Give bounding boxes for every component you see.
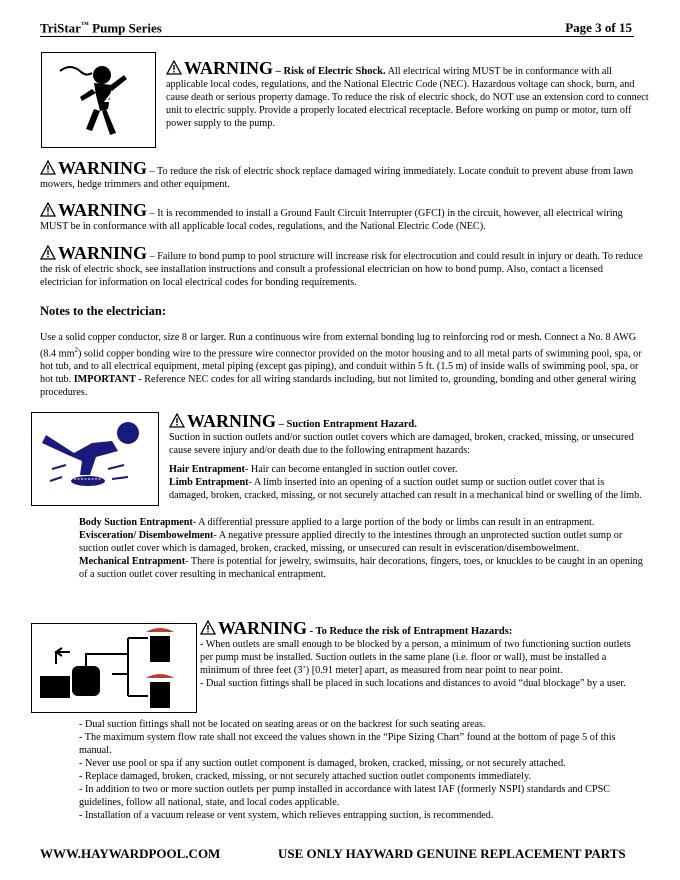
bullet-item: - Replace damaged, broken, cracked, missing, or not securely attached suction outlet components immediately. [79, 771, 531, 782]
warning-body: – Failure to bond pump to pool structure will increase risk for electrocution and could result in injury or death. To reduce the risk of electric shock, see installation instructions and consult a professional electrician on how to bond pump. Also, contact a licensed electrician for information on local electrical codes for bonding requirements. [40, 251, 643, 288]
suction-entrapment-icon [31, 412, 159, 506]
warning-triangle-icon [40, 160, 56, 175]
hazard-item: Mechanical Entrapment- There is potential for jewelry, swimsuits, hair decorations, fingers, toes, or knuckles to be caught in an opening of a suction outlet cover resulting in mechanical entrapment. [79, 556, 643, 580]
electric-shock-icon [41, 52, 156, 148]
header-title: TriStar™ Pump Series [40, 20, 162, 36]
bullet-list-continued [79, 718, 645, 822]
warning-intro: Suction in suction outlets and/or suction outlet covers which are damaged, broken, cracked, missing, or unsecured cause severe injury and/or death due to the following entrapment hazards: [169, 432, 634, 456]
hazard-list-continued [79, 516, 645, 581]
footer-url[interactable]: WWW.HAYWARDPOOL.COM [40, 846, 221, 861]
warning-damaged-wiring: WARNING – To reduce the risk of electric shock replace damaged wiring immediately. Locate conduit to prevent abuse from lawn mowers, hedge trimmers and other equipment. [40, 158, 634, 190]
warning-electric-shock: WARNING – Risk of Electric Shock. All electrical wiring MUST be in conformance with all applicable local codes, regulations, and the National Electric Code (NEC). Hazardous voltage can shock, burn, and cause death or serious property damage. To reduce the risk of electric shock, do NOT use an extension cord to connect unit to electric supply. Provide a properly located electrical receptacle. Before working on pump or motor, turn off power supply to the pump. [166, 58, 649, 129]
notes-heading: Notes to the electrician: [40, 304, 166, 318]
warning-triangle-icon [166, 60, 182, 75]
warning-subtitle: Suction Entrapment Hazard. [286, 419, 417, 430]
page-number: Page 3 of 15 [565, 20, 632, 35]
bullet-item: - The maximum system flow rate shall not exceed the values shown in the “Pipe Sizing Chart” found at the bottom of page 5 of this manual. [79, 732, 616, 756]
bullet-item: - When outlets are small enough to be blocked by a person, a minimum of two functioning suction outlets per pump must be installed. Suction outlets in the same plane (i.e. floor or wall), must be installed a minimum of three feet (3’) [0.91 meter] apart, as measured from near point to near point. [200, 639, 631, 676]
warning-reduce-entrapment: WARNING - To Reduce the risk of Entrapment Hazards: - When outlets are small enough to be blocked by a person, a minimum of two functioning suction outlets per pump must be installed. Suction outlets in the same plane (i.e. floor or wall), must be installed a minimum of three feet (3’) [0.91 meter] apart, as measured from near point to near point. - Dual suction fittings shall be placed in such locations and distances to avoid “dual blockage” by a user. [200, 620, 640, 690]
bullet-item: - In addition to two or more suction outlets per pump installed in accordance with latest IAF (formerly NSPI) standards and CPSC guidelines, follow all national, state, and local codes applicable. [79, 784, 611, 808]
bullet-item: - Installation of a vacuum release or vent system, which relieves entrapping suction, is recommended. [79, 810, 494, 821]
bullet-item: - Dual suction fittings shall be placed in such locations and distances to avoid “dual blockage” by a user. [200, 678, 626, 689]
hazard-item: Hair Entrapment- Hair can become entangled in suction outlet cover. [169, 464, 458, 475]
warning-body: – To reduce the risk of electric shock replace damaged wiring immediately. Locate conduit to prevent abuse from lawn mowers, hedge trimmers and other equipment. [40, 166, 634, 190]
bullet-item: - Dual suction fittings shall not be located on seating areas or on the backrest for such seating areas. [79, 719, 486, 730]
hazard-item: Body Suction Entrapment- A differential pressure applied to a large portion of the body or limbs can result in an entrapment. [79, 517, 595, 528]
warning-triangle-icon [40, 202, 56, 217]
warning-triangle-icon [40, 245, 56, 260]
warning-gfci: WARNING – It is recommended to install a Ground Fault Circuit Interrupter (GFCI) in the circuit, however, all electrical wiring MUST be in conformance with all applicable local codes, regulations, and the National Electric Code (NEC). [40, 200, 623, 232]
warning-triangle-icon [200, 620, 216, 635]
footer-slogan: USE ONLY HAYWARD GENUINE REPLACEMENT PARTS [278, 846, 626, 861]
warning-subtitle: Risk of Electric Shock. [283, 66, 386, 77]
warning-subtitle: To Reduce the risk of Entrapment Hazards: [315, 626, 513, 637]
warning-triangle-icon [169, 413, 185, 428]
hazard-item: Limb Entrapment- A limb inserted into an opening of a suction outlet sump or suction outlet cover that is damaged, broken, cracked, missing, or not securely attached can result in a mechanical bind or swelling of the limb. [169, 477, 642, 501]
notes-body: Use a solid copper conductor, size 8 or larger. Run a continuous wire from external bonding lug to reinforcing rod or mesh. Connect a No. 8 AWG (8.4 $mm^2$) solid copper bonding wire to the pressure wire connector provided on the motor housing and to all metal parts of swimming pool, spa, or hot tub, and to all electrical equipment, metal piping (except gas piping), and conduit within 5 ft. (1.5 m) of inside walls of swimming pool, spa, or hot tub. IMPORTANT - Reference NEC codes for all wiring standards including, but not limited to, grounding, bonding and other general wiring procedures. [40, 332, 642, 399]
warning-body: – It is recommended to install a Ground Fault Circuit Interrupter (GFCI) in the circuit, however, all electrical wiring MUST be in conformance with all applicable local codes, regulations, and the National Electric Code (NEC). [40, 208, 623, 232]
warning-body: All electrical wiring MUST be in conformance with all applicable local codes, regulations, and the National Electric Code (NEC). Hazardous voltage can shock, burn, and cause death or serious property damage. To reduce the risk of electric shock, do NOT use an extension cord to connect unit to electric supply. Provide a properly located electrical receptacle. Before working on pump or motor, turn off power supply to the pump. [166, 66, 649, 129]
warning-bonding: WARNING – Failure to bond pump to pool structure will increase risk for electrocution and could result in injury or death. To reduce the risk of electric shock, see installation instructions and consult a professional electrician on how to bond pump. Also, contact a licensed electrician for information on local electrical codes for bonding requirements. [40, 243, 643, 288]
dual-suction-diagram-icon [31, 623, 197, 713]
hazard-item: Evisceration/ Disembowelment- A negative pressure applied directly to the intestines through an unprotected suction outlet sump or suction outlet cover which is damaged, broken, cracked, missing, or unsecured can result in evisceration/disembowelment. [79, 530, 623, 554]
warning-heading: WARNING [166, 58, 273, 78]
header-rule [40, 36, 634, 37]
bullet-item: - Never use pool or spa if any suction outlet component is damaged, broken, cracked, missing, or not securely attached. [79, 758, 566, 769]
warning-suction-entrapment: WARNING – Suction Entrapment Hazard. Suction in suction outlets and/or suction outlet covers which are damaged, broken, cracked, missing, or unsecured cause severe injury and/or death due to the following entrapment hazards: Hair Entrapment- Hair can become entangled in suction outlet cover. Limb Entrapment- A limb inserted into an opening of a suction outlet sump or suction outlet cover that is damaged, broken, cracked, missing, or not securely attached can result in a mechanical bind or swelling of the limb. [169, 411, 642, 501]
